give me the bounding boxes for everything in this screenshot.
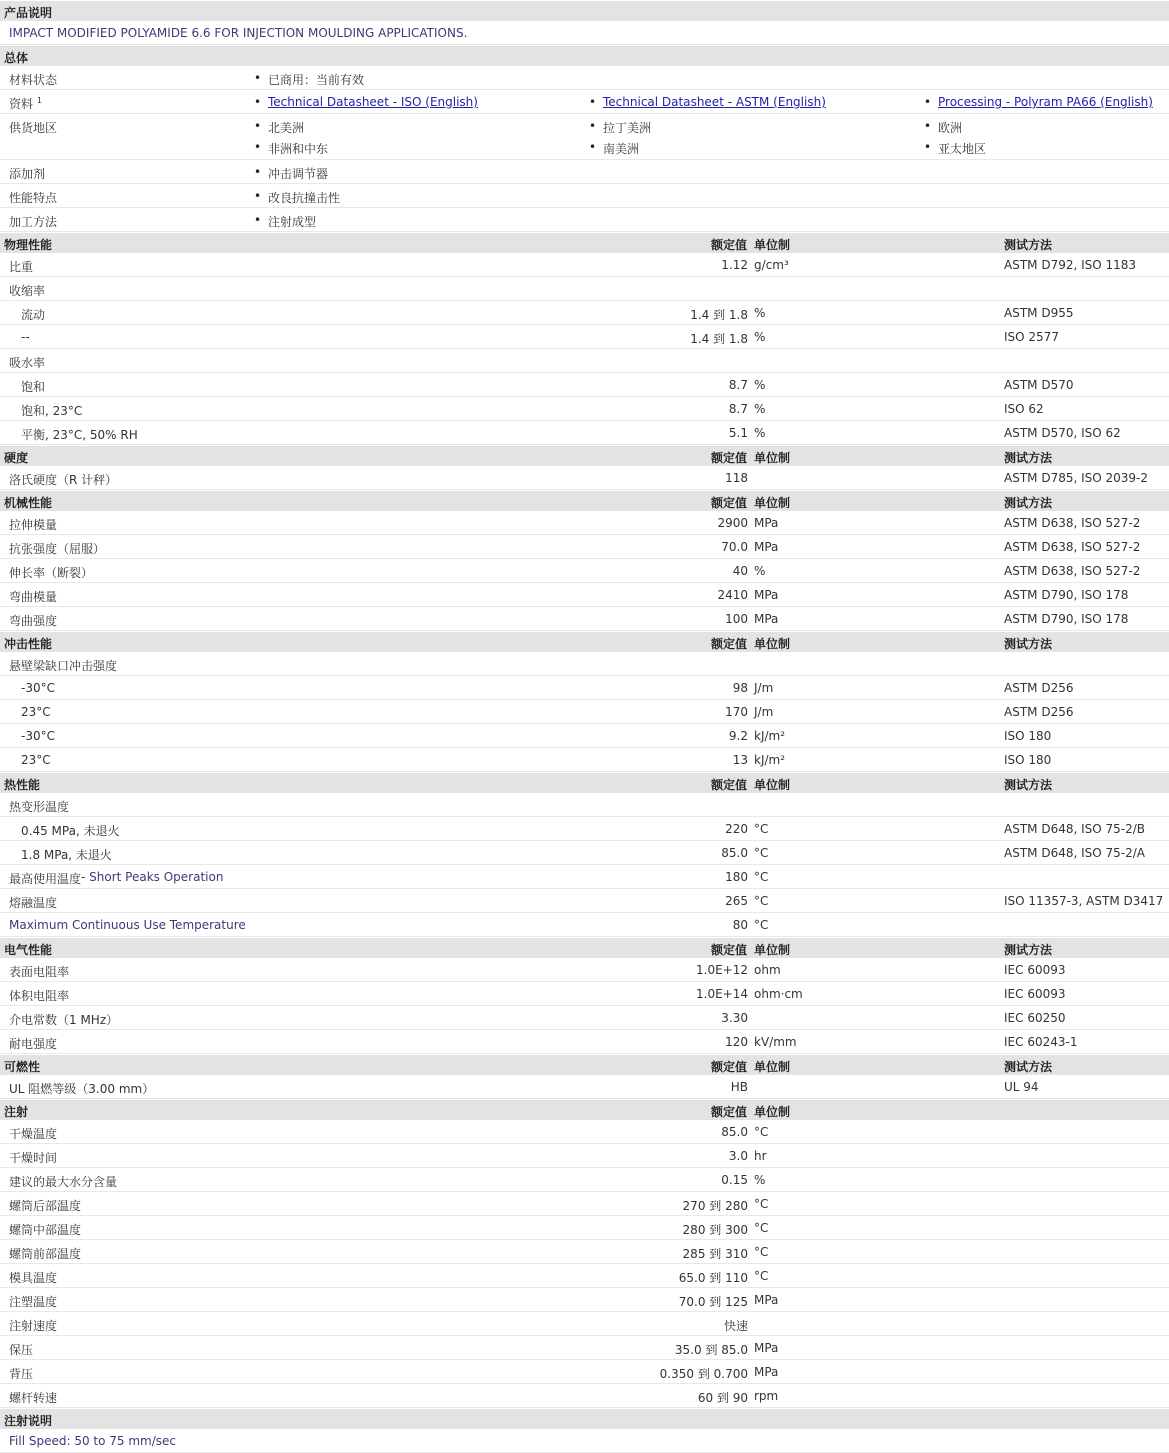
property-value: 40 bbox=[732, 564, 748, 578]
test-method: IEC 60093 bbox=[1004, 963, 1066, 977]
property-note: - Short Peaks Operation bbox=[81, 870, 224, 884]
col-header-unit: 单位制 bbox=[754, 496, 791, 510]
property-value: 8.7 bbox=[728, 378, 748, 392]
property-row bbox=[0, 253, 1169, 277]
test-method: ASTM D648, ISO 75-2/B bbox=[1004, 822, 1146, 836]
test-method: ASTM D570 bbox=[1004, 378, 1074, 392]
property-value: 270 到 280 bbox=[682, 1199, 748, 1213]
property-unit: % bbox=[754, 564, 766, 578]
property-unit: ohm·cm bbox=[754, 987, 803, 1001]
property-value: 2900 bbox=[717, 516, 748, 530]
property-label: 建议的最大水分含量 bbox=[9, 1175, 118, 1189]
section-title: 冲击性能 bbox=[4, 637, 53, 651]
property-row bbox=[0, 466, 1169, 490]
property-row bbox=[0, 559, 1169, 583]
property-row bbox=[0, 607, 1169, 631]
property-row bbox=[0, 277, 1169, 301]
property-row bbox=[0, 700, 1169, 724]
property-row bbox=[0, 724, 1169, 748]
property-unit: kJ/m² bbox=[754, 753, 786, 767]
property-row bbox=[0, 982, 1169, 1006]
property-row bbox=[0, 1288, 1169, 1312]
bullet-item: • 已商用：当前有效 bbox=[268, 71, 364, 88]
general-row-material-status bbox=[0, 66, 1169, 90]
property-row bbox=[0, 913, 1169, 937]
property-unit: °C bbox=[754, 846, 769, 860]
property-unit: % bbox=[754, 306, 766, 320]
row-label: 加工方法 bbox=[9, 215, 58, 229]
property-row bbox=[0, 1120, 1169, 1144]
col-header-value: 额定值 bbox=[710, 496, 747, 510]
property-value: 85.0 bbox=[721, 846, 748, 860]
property-value: 170 bbox=[725, 705, 748, 719]
section-header-electrical bbox=[0, 937, 1169, 958]
general-row-additive bbox=[0, 160, 1169, 184]
col-header-method: 测试方法 bbox=[1004, 238, 1053, 252]
property-row bbox=[0, 397, 1169, 421]
property-label: -30°C bbox=[21, 681, 55, 695]
property-unit: °C bbox=[754, 894, 769, 908]
col-header-method: 测试方法 bbox=[1004, 451, 1053, 465]
property-label: 螺杆转速 bbox=[9, 1391, 58, 1405]
region-item: • 亚太地区 bbox=[938, 140, 986, 157]
property-row bbox=[0, 511, 1169, 535]
property-row bbox=[0, 1075, 1169, 1099]
col-header-unit: 单位制 bbox=[754, 778, 791, 792]
property-label: 1.8 MPa, 未退火 bbox=[21, 848, 112, 862]
general-row-process bbox=[0, 208, 1169, 232]
property-row bbox=[0, 1030, 1169, 1054]
section-title: 总体 bbox=[4, 51, 29, 65]
property-label: 干燥温度 bbox=[9, 1127, 58, 1141]
property-unit: MPa bbox=[754, 612, 779, 626]
section-title: 产品说明 bbox=[4, 6, 53, 20]
property-unit: kJ/m² bbox=[754, 729, 786, 743]
property-label: -- bbox=[21, 330, 30, 344]
property-value: 280 到 300 bbox=[682, 1223, 748, 1237]
property-unit: °C bbox=[754, 1245, 769, 1259]
property-row bbox=[0, 1336, 1169, 1360]
section-header-impact bbox=[0, 631, 1169, 652]
col-header-unit: 单位制 bbox=[754, 943, 791, 957]
property-row bbox=[0, 325, 1169, 349]
section-title: 机械性能 bbox=[4, 496, 53, 510]
property-row bbox=[0, 865, 1169, 889]
bullet-item: • 冲击调节器 bbox=[268, 165, 328, 182]
injection-notes-row bbox=[0, 1429, 1169, 1453]
col-header-value: 额定值 bbox=[710, 637, 747, 651]
property-label: 弯曲模量 bbox=[9, 590, 58, 604]
property-unit: kV/mm bbox=[754, 1035, 797, 1049]
product-description: IMPACT MODIFIED POLYAMIDE 6.6 FOR INJECTION MOULDING APPLICATIONS. bbox=[9, 26, 468, 40]
section-header-physical bbox=[0, 232, 1169, 253]
property-label: 伸长率（断裂） bbox=[9, 566, 94, 580]
col-header-value: 额定值 bbox=[710, 778, 747, 792]
section-header-mechanical bbox=[0, 490, 1169, 511]
property-label: Maximum Continuous Use Temperature bbox=[9, 918, 246, 932]
property-value: 0.350 到 0.700 bbox=[659, 1367, 748, 1381]
region-item: • 北美洲 bbox=[268, 119, 304, 136]
property-value: 220 bbox=[725, 822, 748, 836]
property-row bbox=[0, 1360, 1169, 1384]
property-label: 23°C bbox=[21, 753, 51, 767]
property-label: 抗张强度（屈服） bbox=[9, 542, 106, 556]
bullet-item: • 改良抗撞击性 bbox=[268, 189, 340, 206]
test-method: ASTM D648, ISO 75-2/A bbox=[1004, 846, 1145, 860]
property-value: 70.0 bbox=[721, 540, 748, 554]
property-row bbox=[0, 1006, 1169, 1030]
property-row bbox=[0, 301, 1169, 325]
col-header-method: 测试方法 bbox=[1004, 943, 1053, 957]
property-unit: MPa bbox=[754, 516, 779, 530]
col-header-method: 测试方法 bbox=[1004, 496, 1053, 510]
bullet-item bbox=[603, 95, 826, 109]
test-method: ASTM D570, ISO 62 bbox=[1004, 426, 1121, 440]
property-row bbox=[0, 841, 1169, 865]
bullet-item bbox=[268, 95, 478, 109]
property-label: 熔融温度 bbox=[9, 896, 58, 910]
property-value: 98 bbox=[732, 681, 748, 695]
property-unit: °C bbox=[754, 822, 769, 836]
region-item: • 拉丁美洲 bbox=[603, 119, 651, 136]
test-method: ISO 180 bbox=[1004, 753, 1052, 767]
property-value: 快速 bbox=[723, 1319, 748, 1333]
property-value: HB bbox=[730, 1080, 748, 1094]
property-row bbox=[0, 373, 1169, 397]
property-value: 3.30 bbox=[721, 1011, 748, 1025]
test-method: ASTM D955 bbox=[1004, 306, 1074, 320]
property-row bbox=[0, 1192, 1169, 1216]
property-label: 注射速度 bbox=[9, 1319, 58, 1333]
property-value: 3.0 bbox=[728, 1149, 748, 1163]
section-title: 注射 bbox=[4, 1105, 29, 1119]
property-value: 85.0 bbox=[721, 1125, 748, 1139]
property-unit: % bbox=[754, 378, 766, 392]
general-row-documents bbox=[0, 90, 1169, 114]
property-unit: MPa bbox=[754, 540, 779, 554]
property-unit: % bbox=[754, 1173, 766, 1187]
row-label: 资料 $^1$ bbox=[9, 96, 42, 111]
col-header-unit: 单位制 bbox=[754, 238, 791, 252]
doc-link-astm[interactable]: Technical Datasheet - ASTM (English) bbox=[603, 95, 826, 109]
property-label: 背压 bbox=[9, 1367, 34, 1381]
section-header-injection-notes bbox=[0, 1408, 1169, 1429]
section-title: 可燃性 bbox=[4, 1060, 41, 1074]
col-header-unit: 单位制 bbox=[754, 1060, 791, 1074]
property-label: 体积电阻率 bbox=[9, 989, 70, 1003]
property-unit: rpm bbox=[754, 1389, 779, 1403]
property-value: 100 bbox=[725, 612, 748, 626]
property-value: 70.0 到 125 bbox=[678, 1295, 748, 1309]
property-unit: MPa bbox=[754, 1365, 779, 1379]
property-unit: MPa bbox=[754, 1293, 779, 1307]
col-header-value: 额定值 bbox=[710, 943, 747, 957]
property-value: 285 到 310 bbox=[682, 1247, 748, 1261]
product-description-row bbox=[0, 21, 1169, 45]
property-unit: °C bbox=[754, 1221, 769, 1235]
section-header-hardness bbox=[0, 445, 1169, 466]
property-label: 表面电阻率 bbox=[9, 965, 70, 979]
property-label: 流动 bbox=[21, 308, 46, 322]
col-header-value: 额定值 bbox=[710, 451, 747, 465]
property-value: 265 bbox=[725, 894, 748, 908]
property-value: 180 bbox=[725, 870, 748, 884]
property-row bbox=[0, 1240, 1169, 1264]
property-value: 1.4 到 1.8 bbox=[690, 308, 748, 322]
row-label: 添加剂 bbox=[9, 167, 46, 181]
property-row bbox=[0, 1264, 1169, 1288]
section-title: 物理性能 bbox=[4, 238, 53, 252]
property-value: 5.1 bbox=[728, 426, 748, 440]
test-method: ASTM D638, ISO 527-2 bbox=[1004, 540, 1141, 554]
test-method: ASTM D790, ISO 178 bbox=[1004, 612, 1129, 626]
test-method: IEC 60243-1 bbox=[1004, 1035, 1078, 1049]
property-unit: J/m bbox=[754, 705, 774, 719]
property-unit: °C bbox=[754, 870, 769, 884]
test-method: ISO 62 bbox=[1004, 402, 1044, 416]
property-unit: °C bbox=[754, 918, 769, 932]
property-row bbox=[0, 1216, 1169, 1240]
col-header-value: 额定值 bbox=[710, 1060, 747, 1074]
region-item: • 欧洲 bbox=[938, 119, 962, 136]
property-row bbox=[0, 817, 1169, 841]
property-label: 洛氏硬度（R 计秤） bbox=[9, 473, 118, 487]
section-header-product-desc bbox=[0, 0, 1169, 21]
property-label: 23°C bbox=[21, 705, 51, 719]
property-unit: ohm bbox=[754, 963, 781, 977]
property-unit: % bbox=[754, 402, 766, 416]
property-unit: MPa bbox=[754, 1341, 779, 1355]
property-label: 收缩率 bbox=[9, 284, 46, 298]
property-row bbox=[0, 1312, 1169, 1336]
row-label: 性能特点 bbox=[9, 191, 58, 205]
property-unit: % bbox=[754, 426, 766, 440]
test-method: ISO 2577 bbox=[1004, 330, 1059, 344]
section-title: 注射说明 bbox=[4, 1414, 53, 1428]
property-row bbox=[0, 748, 1169, 772]
property-unit: °C bbox=[754, 1269, 769, 1283]
property-label: 0.45 MPa, 未退火 bbox=[21, 824, 120, 838]
section-header-flammability bbox=[0, 1054, 1169, 1075]
col-header-value: 额定值 bbox=[710, 238, 747, 252]
col-header-value: 额定值 bbox=[710, 1105, 747, 1119]
col-header-unit: 单位制 bbox=[754, 1105, 791, 1119]
property-unit: J/m bbox=[754, 681, 774, 695]
test-method: IEC 60250 bbox=[1004, 1011, 1066, 1025]
property-label: 比重 bbox=[9, 260, 34, 274]
property-label: 介电常数（1 MHz） bbox=[9, 1013, 119, 1027]
property-value: 0.15 bbox=[721, 1173, 748, 1187]
property-row bbox=[0, 1144, 1169, 1168]
region-item: • 非洲和中东 bbox=[268, 140, 328, 157]
section-header-injection bbox=[0, 1099, 1169, 1120]
property-value: 13 bbox=[732, 753, 748, 767]
property-row bbox=[0, 349, 1169, 373]
property-unit: °C bbox=[754, 1197, 769, 1211]
region-item: • 南美洲 bbox=[603, 140, 639, 157]
test-method: ASTM D785, ISO 2039-2 bbox=[1004, 471, 1149, 485]
property-row bbox=[0, 583, 1169, 607]
test-method: ISO 11357-3, ASTM D3417 bbox=[1004, 894, 1164, 908]
property-label: 悬壁梁缺口冲击强度 bbox=[9, 659, 118, 673]
property-label: 弯曲强度 bbox=[9, 614, 58, 628]
property-value: 2410 bbox=[717, 588, 748, 602]
property-row bbox=[0, 958, 1169, 982]
property-label: 平衡, 23°C, 50% RH bbox=[21, 428, 138, 442]
property-row bbox=[0, 889, 1169, 913]
property-label: UL 阻燃等级（3.00 mm） bbox=[9, 1082, 155, 1096]
property-label: 最高使用温度 bbox=[9, 872, 82, 886]
property-label: -30°C bbox=[21, 729, 55, 743]
general-row-supply-regions bbox=[0, 114, 1169, 160]
property-label: 注塑温度 bbox=[9, 1295, 58, 1309]
property-row bbox=[0, 421, 1169, 445]
property-row bbox=[0, 652, 1169, 676]
property-label: 螺筒中部温度 bbox=[9, 1223, 82, 1237]
col-header-method: 测试方法 bbox=[1004, 637, 1053, 651]
property-label: 拉伸模量 bbox=[9, 518, 58, 532]
property-value: 1.4 到 1.8 bbox=[690, 332, 748, 346]
test-method: IEC 60093 bbox=[1004, 987, 1066, 1001]
property-label: 吸水率 bbox=[9, 356, 46, 370]
col-header-method: 测试方法 bbox=[1004, 1060, 1053, 1074]
property-value: 65.0 到 110 bbox=[678, 1271, 748, 1285]
property-row bbox=[0, 676, 1169, 700]
property-value: 1.12 bbox=[721, 258, 748, 272]
bullet-item: • 注射成型 bbox=[268, 213, 316, 230]
property-row bbox=[0, 1168, 1169, 1192]
property-value: 60 到 90 bbox=[697, 1391, 748, 1405]
property-label: 干燥时间 bbox=[9, 1151, 58, 1165]
test-method: ASTM D638, ISO 527-2 bbox=[1004, 516, 1141, 530]
section-title: 硬度 bbox=[4, 451, 29, 465]
col-header-unit: 单位制 bbox=[754, 637, 791, 651]
property-unit: g/cm³ bbox=[754, 258, 789, 272]
test-method: ASTM D638, ISO 527-2 bbox=[1004, 564, 1141, 578]
property-value: 8.7 bbox=[728, 402, 748, 416]
section-title: 电气性能 bbox=[4, 943, 53, 957]
property-label: 螺筒后部温度 bbox=[9, 1199, 82, 1213]
col-header-unit: 单位制 bbox=[754, 451, 791, 465]
property-row bbox=[0, 1384, 1169, 1408]
property-label: 螺筒前部温度 bbox=[9, 1247, 82, 1261]
bullet-item bbox=[938, 95, 1153, 109]
col-header-method: 测试方法 bbox=[1004, 778, 1053, 792]
injection-note-text: Fill Speed: 50 to 75 mm/sec bbox=[9, 1434, 177, 1448]
property-label: 耐电强度 bbox=[9, 1037, 58, 1051]
property-label: 模具温度 bbox=[9, 1271, 58, 1285]
property-label: 热变形温度 bbox=[9, 800, 70, 814]
property-unit: °C bbox=[754, 1125, 769, 1139]
section-title: 热性能 bbox=[4, 778, 41, 792]
row-label: 材料状态 bbox=[9, 73, 58, 87]
property-value: 1.0E+14 bbox=[696, 987, 748, 1001]
property-unit: MPa bbox=[754, 588, 779, 602]
section-header-general bbox=[0, 45, 1169, 66]
property-row bbox=[0, 793, 1169, 817]
test-method: ISO 180 bbox=[1004, 729, 1052, 743]
property-row bbox=[0, 535, 1169, 559]
property-unit: hr bbox=[754, 1149, 767, 1163]
property-unit: % bbox=[754, 330, 766, 344]
row-label: 供货地区 bbox=[9, 121, 58, 135]
property-value: 35.0 到 85.0 bbox=[674, 1343, 748, 1357]
general-row-features bbox=[0, 184, 1169, 208]
test-method: ASTM D790, ISO 178 bbox=[1004, 588, 1129, 602]
test-method: ASTM D256 bbox=[1004, 705, 1074, 719]
property-value: 120 bbox=[725, 1035, 748, 1049]
property-value: 9.2 bbox=[728, 729, 748, 743]
section-header-thermal bbox=[0, 772, 1169, 793]
footnote-marker: 1 bbox=[36, 96, 42, 105]
test-method: UL 94 bbox=[1004, 1080, 1039, 1094]
doc-link-processing[interactable]: Processing - Polyram PA66 (English) bbox=[938, 95, 1153, 109]
property-label: 保压 bbox=[9, 1343, 34, 1357]
property-label: 饱和, 23°C bbox=[21, 404, 83, 418]
test-method: ASTM D792, ISO 1183 bbox=[1004, 258, 1137, 272]
doc-link-iso[interactable]: Technical Datasheet - ISO (English) bbox=[268, 95, 478, 109]
property-value: 1.0E+12 bbox=[696, 963, 748, 977]
property-label: 饱和 bbox=[21, 380, 46, 394]
property-value: 118 bbox=[725, 471, 748, 485]
test-method: ASTM D256 bbox=[1004, 681, 1074, 695]
property-value: 80 bbox=[732, 918, 748, 932]
